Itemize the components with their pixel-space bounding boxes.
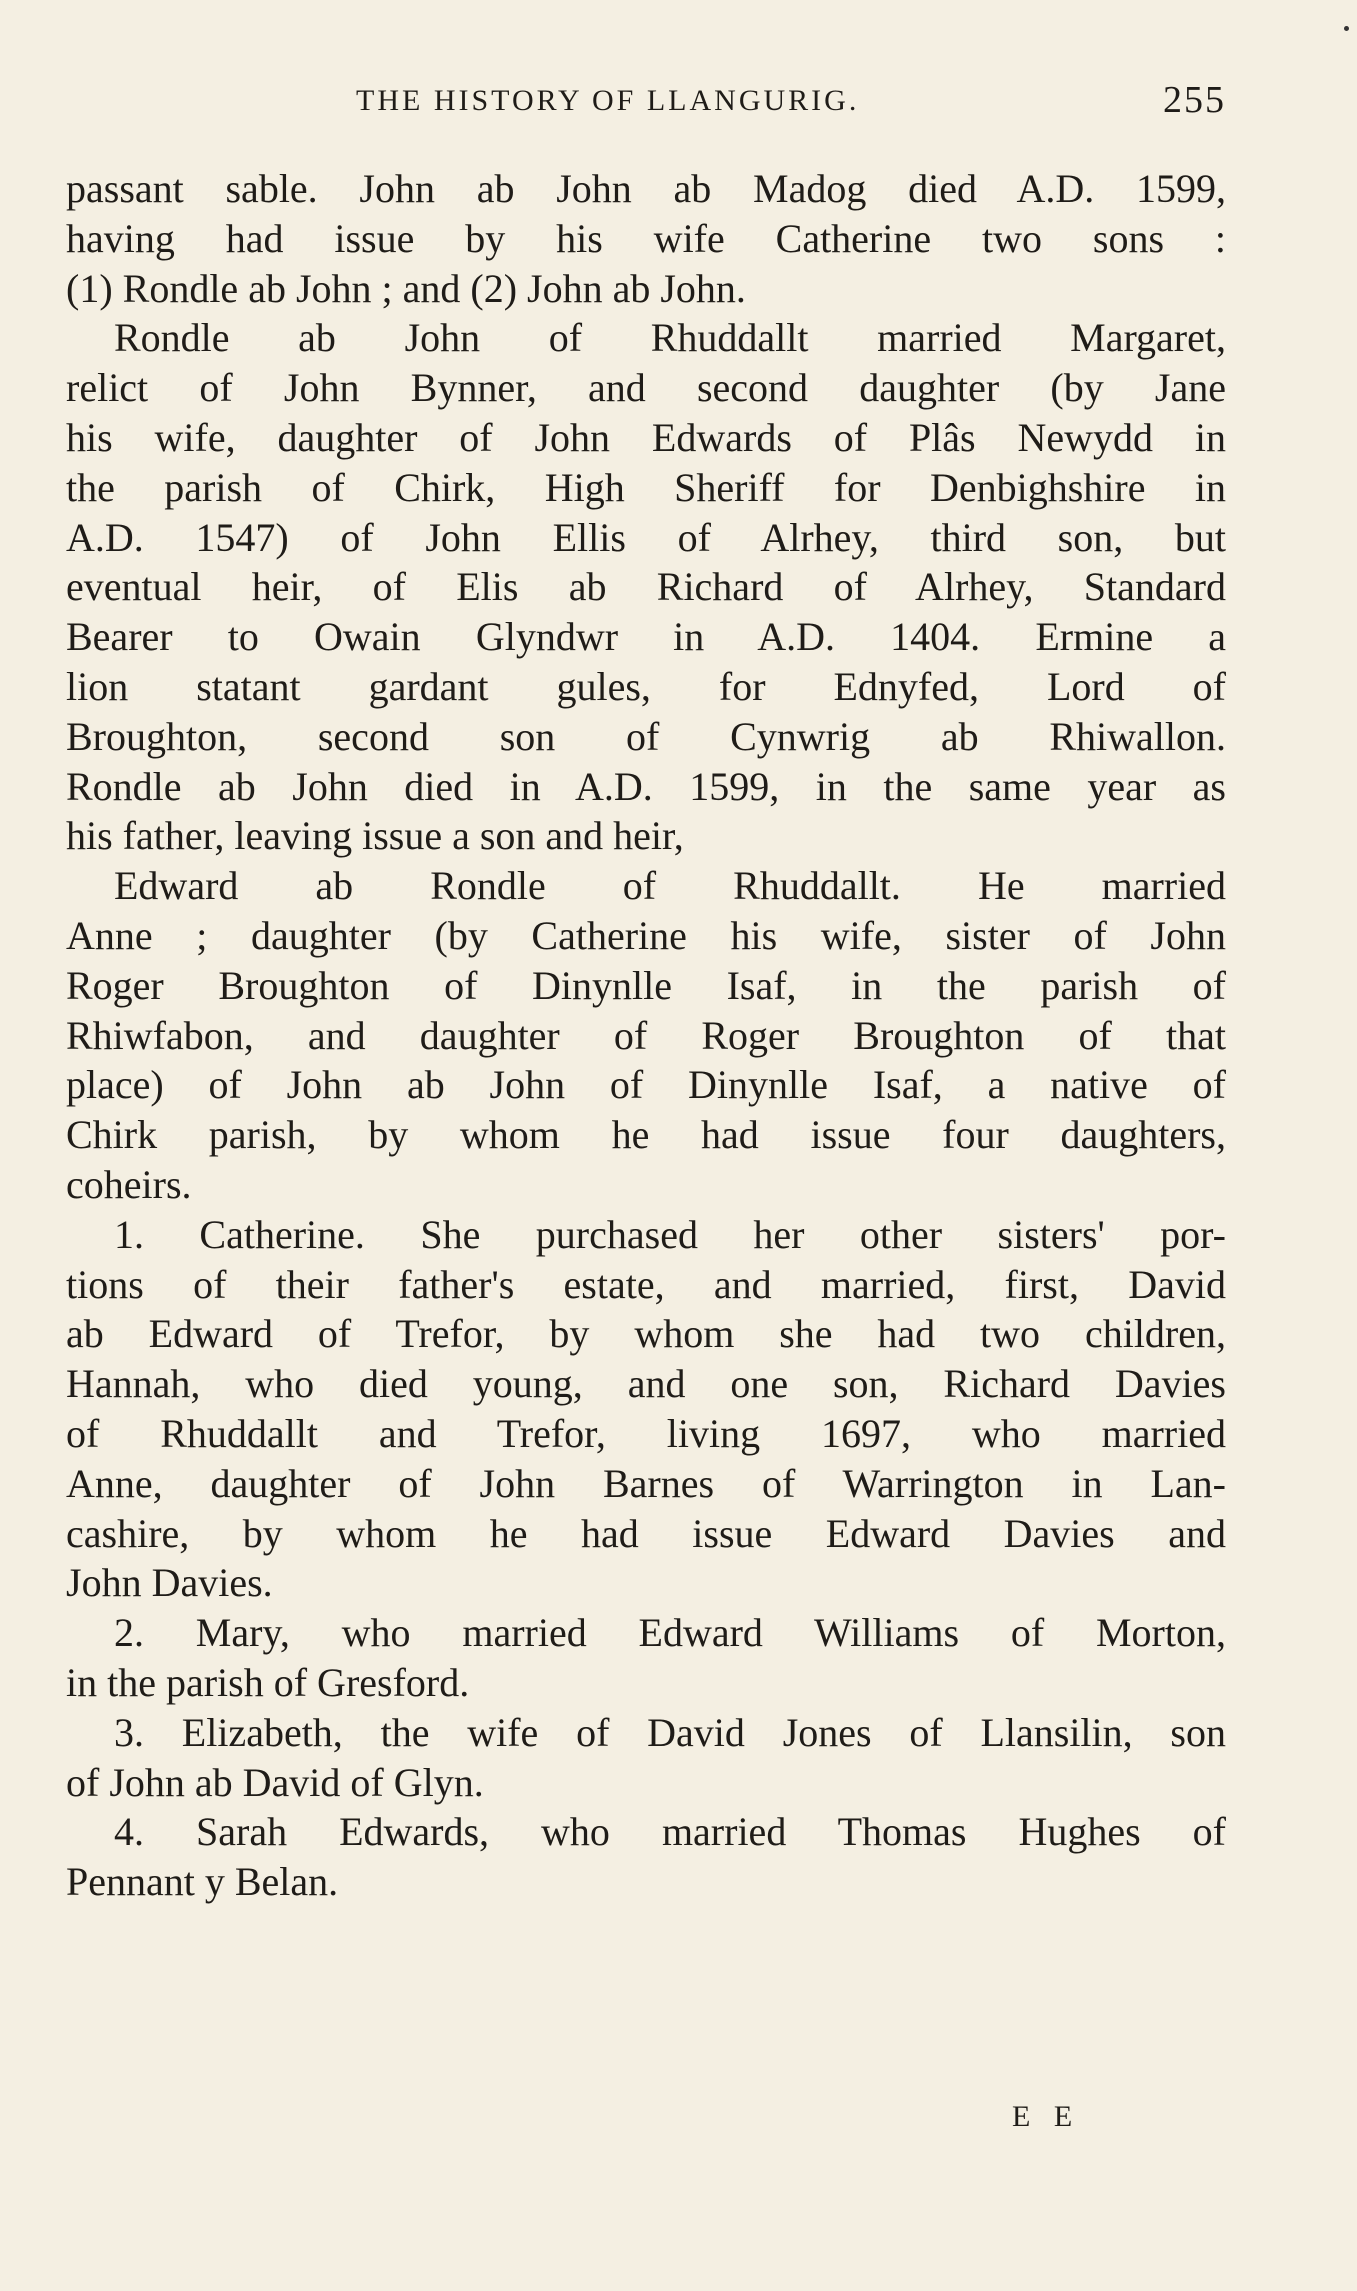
text-line: having had issue by his wife Catherine two sons : <box>66 215 1226 261</box>
text-line: 2. Mary, who married Edward Williams of Morton, <box>114 1610 1226 1656</box>
text-line: of Rhuddallt and Trefor, living 1697, who married <box>66 1410 1226 1456</box>
text-line: Rondle ab John of Rhuddallt married Margaret, <box>114 315 1226 361</box>
text-line: (1) Rondle ab John ; and (2) John ab John. <box>66 265 746 311</box>
text-line: cashire, by whom he had issue Edward Davies and <box>66 1510 1226 1556</box>
text-line: 4. Sarah Edwards, who married Thomas Hughes of <box>114 1809 1226 1855</box>
text-line: in the parish of Gresford. <box>66 1659 470 1705</box>
text-line: relict of John Bynner, and second daughter (by Jane <box>66 365 1226 411</box>
text-line: John Davies. <box>66 1560 273 1606</box>
text-line: Pennant y Belan. <box>66 1859 339 1905</box>
text-line: Bearer to Owain Glyndwr in A.D. 1404. Ermine a <box>66 614 1226 660</box>
text-line: coheirs. <box>66 1161 192 1207</box>
text-line: Chirk parish, by whom he had issue four daughters, <box>66 1112 1226 1158</box>
text-line: his wife, daughter of John Edwards of Plâs Newydd in <box>66 414 1226 460</box>
text-line: Rondle ab John died in A.D. 1599, in the same year as <box>66 763 1226 809</box>
text-line: tions of their father's estate, and married, first, David <box>66 1261 1226 1307</box>
text-line: A.D. 1547) of John Ellis of Alrhey, third son, but <box>66 514 1226 560</box>
text-line: Anne ; daughter (by Catherine his wife, sister of John <box>66 912 1226 958</box>
text-line: his father, leaving issue a son and heir, <box>66 813 684 859</box>
text-line: eventual heir, of Elis ab Richard of Alrhey, Standard <box>66 564 1226 610</box>
text-line: passant sable. John ab John ab Madog died A.D. 1599, <box>66 166 1226 211</box>
text-line: the parish of Chirk, High Sheriff for Denbighshire in <box>66 464 1226 510</box>
text-line: place) of John ab John of Dinynlle Isaf, a native of <box>66 1062 1226 1108</box>
text-line: Edward ab Rondle of Rhuddallt. He married <box>114 863 1226 909</box>
body-text <box>66 164 1226 1907</box>
signature-mark: E E <box>1012 2100 1081 2133</box>
text-line: ab Edward of Trefor, by whom she had two children, <box>66 1311 1226 1357</box>
text-line: Hannah, who died young, and one son, Richard Davies <box>66 1361 1226 1407</box>
running-head <box>66 78 1226 124</box>
text-line: 1. Catherine. She purchased her other sisters' por- <box>114 1211 1226 1257</box>
text-line: Broughton, second son of Cynwrig ab Rhiwallon. <box>66 713 1226 759</box>
text-line: of John ab David of Glyn. <box>66 1759 484 1805</box>
text-line: Roger Broughton of Dinynlle Isaf, in the parish of <box>66 962 1226 1008</box>
page-number: 255 <box>1163 79 1226 121</box>
text-line: Anne, daughter of John Barnes of Warrington in Lan- <box>66 1460 1226 1506</box>
running-title: THE HISTORY OF LLANGURIG. <box>356 84 860 117</box>
page-speck <box>1344 26 1349 31</box>
text-line: lion statant gardant gules, for Ednyfed, Lord of <box>66 663 1226 709</box>
text-line: Rhiwfabon, and daughter of Roger Broughton of that <box>66 1012 1226 1058</box>
text-line: 3. Elizabeth, the wife of David Jones of Llansilin, son <box>114 1709 1226 1755</box>
